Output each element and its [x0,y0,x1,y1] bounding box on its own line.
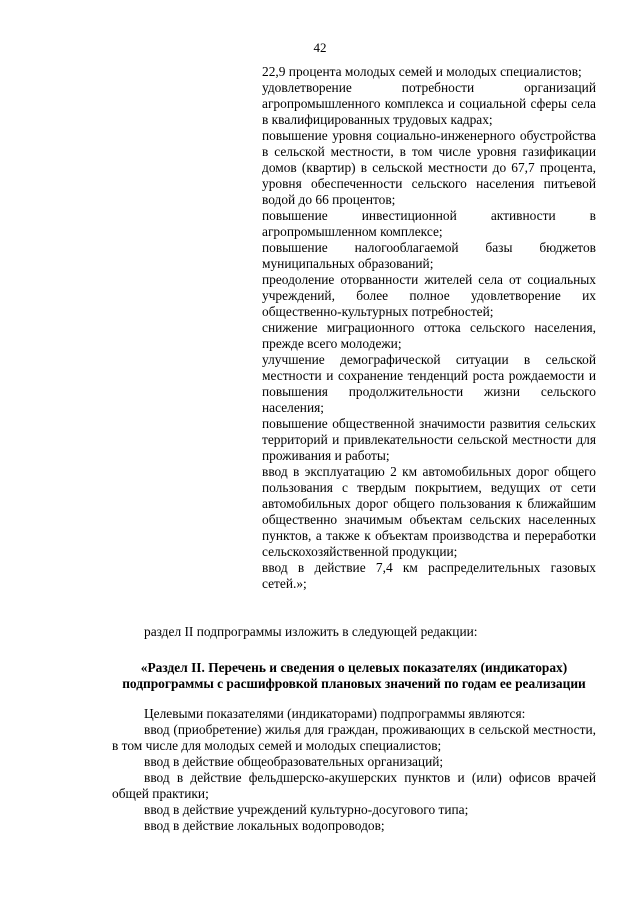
indicators-list [112,706,596,834]
result-item: повышение уровня социально-инженерного обустройства в сельской местности, в том числе уровня газификации домов (квартир) в сельской местности до 67,7 процента, уровня обеспеченности сельского населения питьевой водой до 66 процентов; [262,128,596,207]
indicator-paragraph: ввод в действие учреждений культурно-досугового типа; [144,802,469,817]
section-heading-line: подпрограммы с расшифровкой плановых значений по годам ее реализации [122,676,586,691]
indicator-paragraph: ввод в действие общеобразовательных организаций; [144,754,444,769]
result-item: ввод в эксплуатацию 2 км автомобильных дорог общего пользования с твердым покрытием, ведущих от сети автомобильных дорог общего пользования к ближайшим общественно значимым объектам сельских населенных пунктов, а также к объектам производства и переработки сельскохозяйственной продукции; [262,464,596,559]
result-item: преодоление оторванности жителей села от социальных учреждений, более полное удовлетворение их общественно-культурных потребностей; [262,272,596,319]
indicator-paragraph: ввод в действие локальных водопроводов; [144,818,385,833]
indicator-paragraph: Целевыми показателями (индикаторами) подпрограммы являются: [144,706,526,721]
result-item: повышение общественной значимости развития сельских территорий и привлекательности сельской местности для проживания и работы; [262,416,596,463]
result-item: улучшение демографической ситуации в сельской местности и сохранение тенденций роста рождаемости и повышения продолжительности жизни сельского населения; [262,352,596,415]
result-item: снижение миграционного оттока сельского населения, прежде всего молодежи; [262,320,596,351]
result-item: повышение налогооблагаемой базы бюджетов муниципальных образований; [262,240,596,271]
result-item: 22,9 процента молодых семей и молодых специалистов; [262,64,582,79]
amendment-instruction: раздел II подпрограммы изложить в следующей редакции: [144,624,478,639]
page-number: 42 [313,40,327,55]
section-heading-line: «Раздел II. Перечень и сведения о целевых показателях (индикаторах) [140,660,568,675]
expected-results-list [262,64,596,592]
result-item: повышение инвестиционной активности в агропромышленном комплексе; [262,208,596,239]
section-heading [112,660,596,692]
result-item: удовлетворение потребности организаций агропромышленного комплекса и социальной сферы села в квалифицированных трудовых кадрах; [262,80,596,127]
indicator-paragraph: ввод в действие фельдшерско-акушерских пунктов и (или) офисов врачей общей практики; [112,770,596,801]
indicator-paragraph: ввод (приобретение) жилья для граждан, проживающих в сельской местности, в том числе для молодых семей и молодых специалистов; [112,722,596,753]
result-item: ввод в действие 7,4 км распределительных газовых сетей.»; [262,560,596,591]
